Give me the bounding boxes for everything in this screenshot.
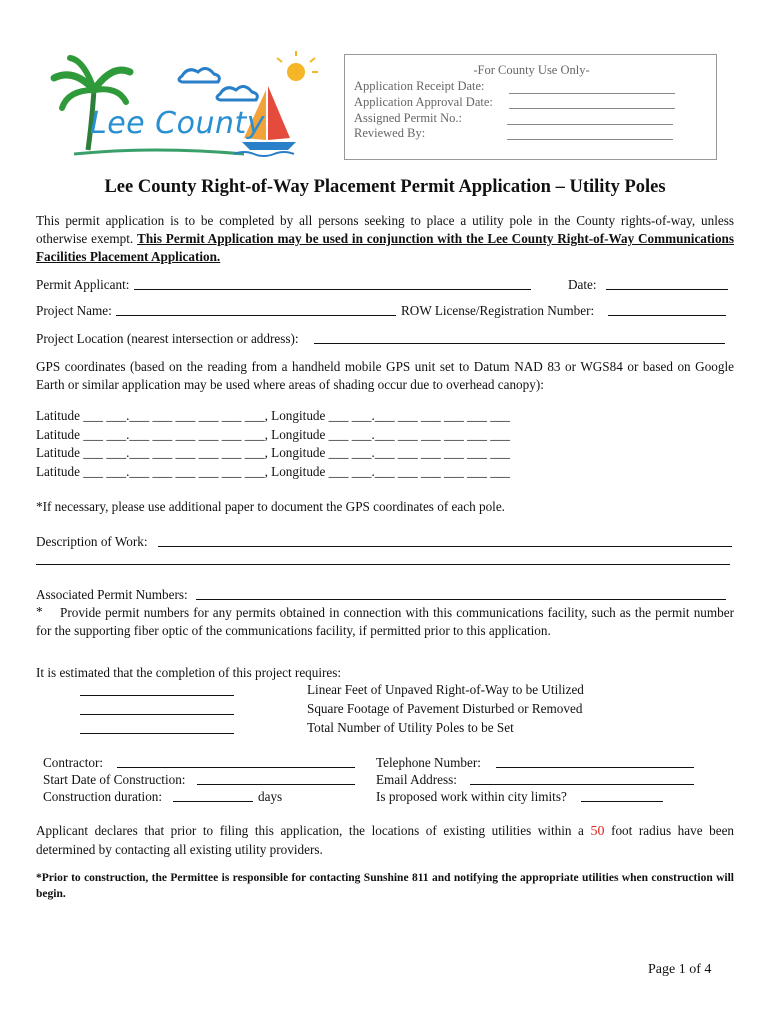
gps-row[interactable]: Latitude ___ ___.___ ___ ___ ___ ___ ___, Longitude ___ ___.___ ___ ___ ___ ___ ___ <box>36 427 510 442</box>
linear-feet-label: Linear Feet of Unpaved Right-of-Way to be Utilized <box>307 682 584 697</box>
start-date-label: Start Date of Construction: <box>43 772 186 787</box>
email-field[interactable] <box>470 773 694 785</box>
square-footage-field[interactable] <box>80 703 234 715</box>
telephone-field[interactable] <box>496 756 694 768</box>
county-use-heading: -For County Use Only- <box>473 63 590 77</box>
permit-no-label: Assigned Permit No.: <box>354 111 462 125</box>
approval-date-label: Application Approval Date: <box>354 95 493 109</box>
gps-note: *If necessary, please use additional paper to document the GPS coordinates of each pole. <box>36 499 505 514</box>
reviewed-by-label: Reviewed By: <box>354 126 426 140</box>
declaration-radius: 50 <box>590 824 605 839</box>
prior-construction-note: *Prior to construction, the Permittee is responsible for contacting Sunshine 811 and notifying the appropriate utilities when construction will begin. <box>36 872 734 900</box>
description-of-work-label: Description of Work: <box>36 534 148 549</box>
row-license-label: ROW License/Registration Number: <box>401 303 595 318</box>
associated-permits-field[interactable] <box>196 588 726 600</box>
duration-label: Construction duration: <box>43 789 163 804</box>
gps-row[interactable]: Latitude ___ ___.___ ___ ___ ___ ___ ___, Longitude ___ ___.___ ___ ___ ___ ___ ___ <box>36 445 510 460</box>
linear-feet-field[interactable] <box>80 684 234 696</box>
intro-text: This permit application is to be completed by all persons seeking to place a utility pole in the County rights-of-way, unless otherwise exempt. <box>36 213 734 246</box>
intro-bold-text: This Permit Application may be used in conjunction with the Lee County Right-of-Way Communications Facilities Placement Application. <box>36 231 735 264</box>
associated-permits-bullet: * <box>36 604 43 619</box>
start-date-field[interactable] <box>197 773 355 785</box>
gps-row[interactable]: Latitude ___ ___.___ ___ ___ ___ ___ ___, Longitude ___ ___.___ ___ ___ ___ ___ ___ <box>36 408 510 423</box>
contractor-label: Contractor: <box>43 755 104 770</box>
description-of-work-field-line2[interactable] <box>36 553 730 565</box>
permit-applicant-field[interactable] <box>134 278 531 290</box>
email-label: Email Address: <box>376 772 457 787</box>
telephone-label: Telephone Number: <box>376 755 481 770</box>
intro-paragraph <box>36 212 734 266</box>
gps-intro: GPS coordinates (based on the reading from a handheld mobile GPS unit set to Datum NAD 83 or WGS84 or based on Google Earth or similar application may be used where areas of shading occur due to overhead canopy): <box>36 359 734 392</box>
contractor-field[interactable] <box>117 756 355 768</box>
date-label: Date: <box>568 277 597 292</box>
permit-applicant-label: Permit Applicant: <box>36 277 130 292</box>
description-of-work-field[interactable] <box>158 535 732 547</box>
approval-date-field[interactable] <box>509 108 675 109</box>
declaration-paragraph <box>36 822 734 859</box>
page-title: Lee County Right-of-Way Placement Permit Application – Utility Poles <box>104 177 666 197</box>
associated-permits-label: Associated Permit Numbers: <box>36 587 188 602</box>
reviewed-by-field[interactable] <box>507 139 673 140</box>
declaration-after: foot radius have been determined by contacting all existing utility providers. <box>36 823 735 857</box>
project-location-field[interactable] <box>314 332 725 344</box>
declaration-before: Applicant declares that prior to filing this application, the locations of existing utilities within a <box>36 823 584 838</box>
receipt-date-field[interactable] <box>509 93 675 94</box>
gps-row[interactable]: Latitude ___ ___.___ ___ ___ ___ ___ ___, Longitude ___ ___.___ ___ ___ ___ ___ ___ <box>36 464 510 479</box>
city-limits-field[interactable] <box>581 790 663 802</box>
associated-permits-note-text: Provide permit numbers for any permits obtained in connection with this communications facility, such as the permit number for the supporting fiber optic of the communications facility, if permitted prior to this application. <box>36 605 734 638</box>
date-field[interactable] <box>606 278 728 290</box>
page-number: Page 1 of 4 <box>648 962 712 977</box>
project-name-label: Project Name: <box>36 303 112 318</box>
county-use-box <box>344 54 717 160</box>
project-location-label: Project Location (nearest intersection or address): <box>36 331 299 346</box>
utility-poles-field[interactable] <box>80 722 234 734</box>
lee-county-logo <box>34 50 334 162</box>
estimate-intro: It is estimated that the completion of this project requires: <box>36 665 342 680</box>
square-footage-label: Square Footage of Pavement Disturbed or Removed <box>307 701 583 716</box>
city-limits-label: Is proposed work within city limits? <box>376 789 567 804</box>
days-label: days <box>258 789 283 804</box>
associated-permits-note <box>36 604 734 640</box>
row-license-field[interactable] <box>608 304 726 316</box>
duration-field[interactable] <box>173 790 253 802</box>
project-name-field[interactable] <box>116 304 396 316</box>
utility-poles-label: Total Number of Utility Poles to be Set <box>307 720 514 735</box>
receipt-date-label: Application Receipt Date: <box>354 79 485 93</box>
logo-text: Lee County <box>90 106 266 141</box>
permit-no-field[interactable] <box>507 124 673 125</box>
